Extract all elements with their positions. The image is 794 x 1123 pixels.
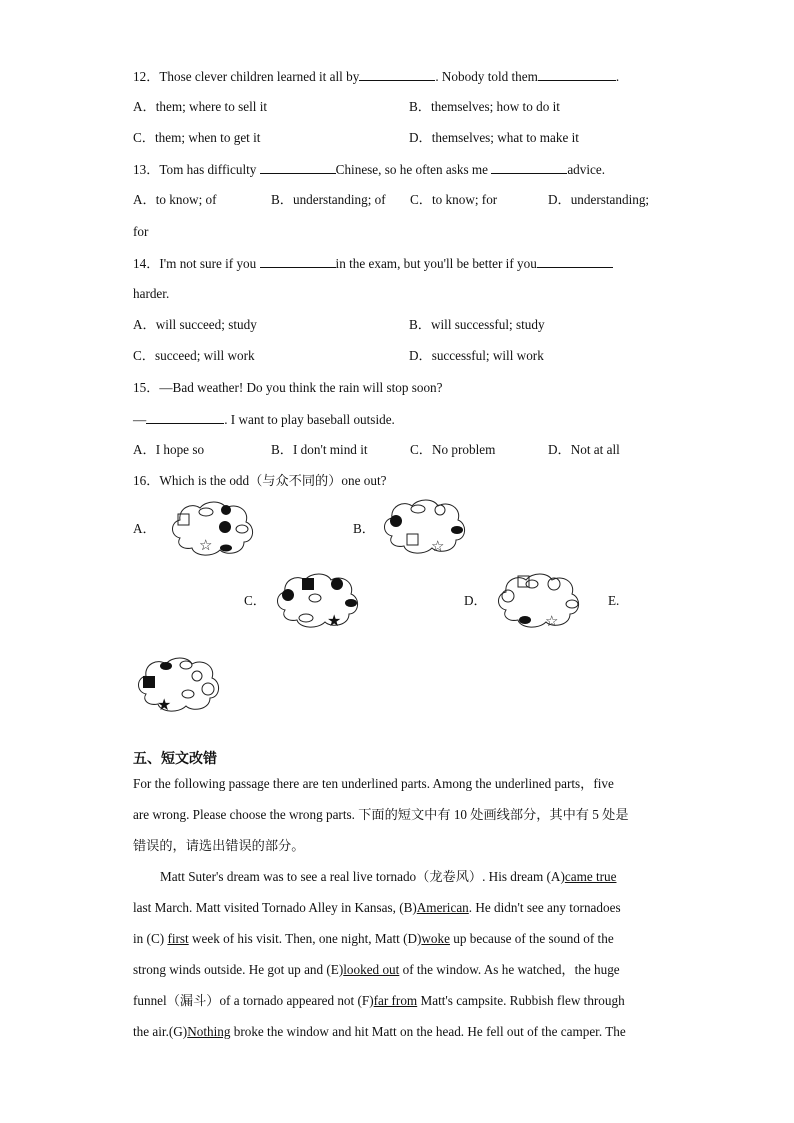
answer-blank[interactable] <box>260 254 336 268</box>
cloud-figure-b[interactable] <box>380 496 470 558</box>
option-a[interactable]: A．them; where to sell it <box>133 99 268 114</box>
option-d[interactable]: D．successful; will work <box>409 348 544 363</box>
passage-line: the air.(G)Nothing broke the window and hit Matt on the head. He fell out of the camper. The <box>133 1024 626 1039</box>
underlined-part-e[interactable]: looked out <box>343 962 400 977</box>
option-c[interactable]: C．them; when to get it <box>133 130 261 145</box>
passage-line: in (C) first week of his visit. Then, one night, Matt (D)woke up because of the sound of the <box>133 931 614 946</box>
q14-stem-continued: harder. <box>133 286 170 301</box>
option-a[interactable]: A．will succeed; study <box>133 317 257 332</box>
passage-line: last March. Matt visited Tornado Alley in Kansas, (B)American. He didn't see any tornadoes <box>133 900 621 915</box>
option-a[interactable]: A．I hope so <box>133 442 205 457</box>
option-d-continued: for <box>133 224 149 239</box>
option-c-label[interactable]: C． <box>244 593 266 608</box>
passage-line: strong winds outside. He got up and (E)looked out of the window. As he watched，the huge <box>133 962 620 977</box>
oval-filled-icon <box>220 545 232 552</box>
option-b[interactable]: B．will successful; study <box>409 317 545 332</box>
passage-line: funnel（漏斗）of a tornado appeared not (F)far from Matt's campsite. Rubbish flew through <box>133 993 625 1008</box>
q16-stem: 16．Which is the odd（与众不同的）one out? <box>133 473 387 488</box>
underlined-part-b[interactable]: American <box>416 900 469 915</box>
option-b[interactable]: B．understanding; of <box>271 192 386 207</box>
star-filled-icon: ★ <box>327 611 342 630</box>
underlined-part-f[interactable]: far from <box>373 993 418 1008</box>
q15-stem: 15．—Bad weather! Do you think the rain will stop soon? <box>133 380 443 395</box>
circle-filled-icon <box>331 578 343 590</box>
cloud-figure-a[interactable] <box>168 498 258 560</box>
passage-line: Matt Suter's dream was to see a real live tornado（龙卷风）. His dream (A)came true <box>160 869 617 884</box>
option-d[interactable]: D．understanding; <box>548 192 650 207</box>
section-title: 五、短文改错 <box>133 751 217 767</box>
q12-stem: 12．Those clever children learned it all by . Nobody told them . <box>133 69 620 84</box>
option-b-label[interactable]: B． <box>353 521 375 536</box>
option-c[interactable]: C．succeed; will work <box>133 348 255 363</box>
cloud-figure-d[interactable] <box>494 570 584 632</box>
cloud-figure-e[interactable] <box>134 654 224 716</box>
answer-blank[interactable] <box>146 410 224 424</box>
option-e-label[interactable]: E. <box>608 593 620 608</box>
answer-blank[interactable] <box>359 67 435 81</box>
underlined-part-d[interactable]: woke <box>421 931 450 946</box>
oval-filled-icon <box>451 526 463 534</box>
star-filled-icon: ★ <box>157 695 172 714</box>
circle-filled-icon <box>390 515 402 527</box>
circle-filled-icon <box>282 589 294 601</box>
circle-filled-icon <box>221 505 231 515</box>
oval-filled-icon <box>519 616 531 624</box>
q15-reply: — . I want to play baseball outside. <box>133 412 395 427</box>
q14-stem: 14．I'm not sure if you in the exam, but you'll be better if you <box>133 254 613 273</box>
underlined-part-c[interactable]: first <box>167 931 189 946</box>
answer-blank[interactable] <box>538 67 616 81</box>
option-a-label[interactable]: A． <box>133 521 156 536</box>
star-outline-icon: ☆ <box>431 537 445 555</box>
square-filled-icon <box>302 578 314 590</box>
square-filled-icon <box>143 676 155 688</box>
option-d-label[interactable]: D． <box>464 593 487 608</box>
oval-filled-icon <box>345 599 357 607</box>
instruction-line: are wrong. Please choose the wrong parts. 下面的短文中有 10 处画线部分，其中有 5 处是 <box>133 807 629 822</box>
circle-filled-icon <box>219 521 231 533</box>
star-outline-icon: ☆ <box>545 612 559 630</box>
option-a[interactable]: A．to know; of <box>133 192 217 207</box>
option-d[interactable]: D．Not at all <box>548 442 620 457</box>
option-b[interactable]: B．I don't mind it <box>271 442 368 457</box>
answer-blank[interactable] <box>260 160 336 174</box>
oval-filled-icon <box>160 662 172 670</box>
cloud-figure-c[interactable] <box>273 570 363 632</box>
star-outline-icon: ☆ <box>199 536 213 554</box>
answer-blank[interactable] <box>491 160 567 174</box>
underlined-part-a[interactable]: came true <box>564 869 617 884</box>
instruction-line: 错误的，请选出错误的部分。 <box>133 838 305 853</box>
underlined-part-g[interactable]: Nothing <box>187 1024 231 1039</box>
option-c[interactable]: C．No problem <box>410 442 496 457</box>
answer-blank[interactable] <box>537 254 613 268</box>
q13-stem: 13．Tom has difficulty Chinese, so he often asks me advice. <box>133 162 606 177</box>
option-d[interactable]: D．themselves; what to make it <box>409 130 579 145</box>
option-b[interactable]: B．themselves; how to do it <box>409 99 560 114</box>
option-c[interactable]: C．to know; for <box>410 192 498 207</box>
instruction-line: For the following passage there are ten underlined parts. Among the underlined parts，five <box>133 776 614 791</box>
